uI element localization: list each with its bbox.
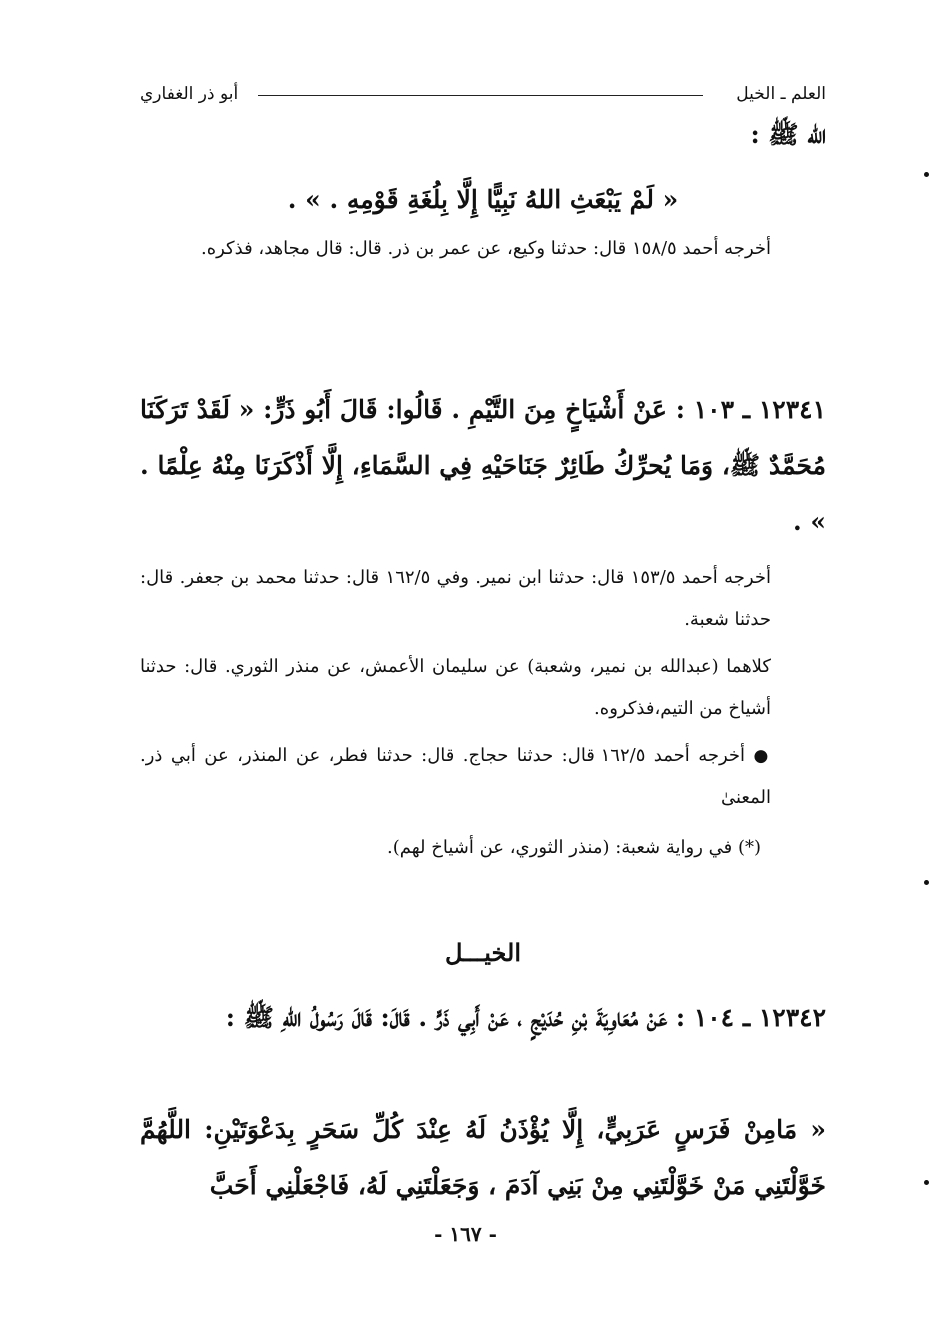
footnote: (*) في رواية شعبة: (منذر الثوري، عن أشياخ لهم). — [387, 837, 761, 858]
takhrij-paragraph-4 — [140, 735, 771, 819]
hadith-quote-1: « لَمْ يَبْعَثِ اللهُ نَبِيًّا إِلَّا بِلُغَةِ قَوْمِهِ . » . — [287, 185, 679, 214]
header-section-title: العلم ـ الخيل — [736, 84, 826, 104]
page-number: - ١٦٧ - — [434, 1222, 497, 1246]
scan-edge-mark — [924, 172, 929, 177]
hadith-103: ١٢٣٤١ ـ ١٠٣ : عَنْ أَشْيَاخٍ مِنَ التَّيْمِ . قَالُوا: قَالَ أَبُو ذَرٍّ: « لَقَدْ تَرَكَنَا مُحَمَّدٌ ﷺ، وَمَا يُحرِّكُ طَائِرٌ جَنَاحَيْهِ فِي السَّمَاءِ، إِلَّا أَذْكَرَنَا مِنْهُ عِلْمًا . » . — [140, 395, 827, 536]
hadith-104-quote: « مَامِنْ فَرَسٍ عَرَبِيٍّ، إِلَّا يُؤْذَنُ لَهُ عِنْدَ كُلِّ سَحَرٍ بِدَعْوَتَيْنِ: اللَّهُمَّ خَوَّلْتَنِي مَنْ خَوَّلْتَنِي مِنْ بَنِي آدَمَ ، وَجَعَلْتَنِي لَهُ، فَاجْعَلْنِي أَحَبَّ — [140, 1115, 826, 1200]
scan-edge-mark — [924, 880, 929, 885]
takhrij-paragraph-1: أخرجه أحمد ١٥٨/٥ قال: حدثنا وكيع، عن عمر بن ذر. قال: قال مجاهد، فذكره. — [200, 238, 771, 259]
takhrij-paragraph-3: كلاهما (عبدالله بن نمير، وشعبة) عن سليمان الأعمش، عن منذر الثوري. قال: حدثنا أشياخ من التيم،فذكروه. — [140, 656, 771, 719]
header-author: أبو ذر الغفاري — [140, 84, 239, 104]
running-header — [140, 84, 826, 108]
header-rule — [258, 95, 703, 96]
section-heading: الخيـــل — [445, 938, 521, 967]
hadith-104: ١٢٣٤٢ ـ ١٠٤ : عَنْ مُعَاوِيَةَ بْنِ حُدَيْجٍ ، عَنْ أَبِي ذَرٍّ . قَالَ: قَالَ رَسُولُ اللهِ ﷺ : — [225, 1003, 826, 1032]
takhrij-paragraph-2: أخرجه أحمد ١٥٣/٥ قال: حدثنا ابن نمير. وفي ١٦٢/٥ قال: حدثنا محمد بن جعفر. قال: حدثنا شعبة. — [140, 567, 771, 630]
bullet-icon: ● — [753, 746, 771, 766]
takhrij-paragraph-4-text: أخرجه أحمد ١٦٢/٥ قال: حدثنا حجاج. قال: حدثنا فطر، عن المنذر، عن أبي ذر. المعنىٰ — [140, 745, 771, 808]
scan-edge-mark — [924, 1180, 929, 1185]
continuation-line: الله ﷺ : — [750, 120, 826, 149]
